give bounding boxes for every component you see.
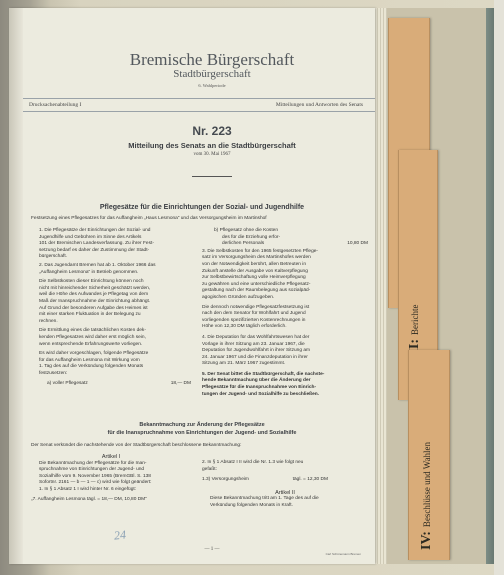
page-number: — 1 —: [204, 547, 220, 552]
register-tab-4[interactable]: [408, 350, 450, 560]
category-label: Mitteilungen und Antworten des Senats: [275, 102, 363, 108]
announcement-intro: Der Senat verkündet die nachstehende von der Stadtbürgerschaft beschlossene Bekanntmachung:: [31, 443, 242, 448]
document-heading: Mitteilung des Senats an die Stadtbürgerschaft: [128, 141, 296, 150]
document-title: Bremische Bürgerschaft: [129, 50, 295, 69]
section-title: Pflegesätze für die Einrichtungen der Sozial- und Jugendhilfe: [99, 204, 305, 211]
rate-row-full: a) voller Pflegesatz 18,— DM: [47, 381, 191, 387]
article-1-item: „7. Auffangheim Lesmona tägl. = 18,— DM, 10,80 DM“: [31, 496, 147, 502]
paragraph-2c: Die Ermittlung eines die tatsächlichen Kosten dek- kenden Pflegesatzes wird daher erst möglich sein, wenn entsprechende Erfahrungswerte vorliegen.: [39, 328, 146, 347]
document-page: [9, 8, 375, 564]
printer-imprint: Carl Schünemann Bremen: [325, 552, 361, 556]
paragraph-4: 4. Die Deputation für das Wohlfahrtswesen hat der Vorlage in ihrer Sitzung am 23. Januar 1967, die Deputation für Jugendwohlfahrt in ihrer Sitzung am 24. Januar 1967 und die Finanzdeputation in ihrer Sitzung am 21. März 1967 zugestimmt.: [202, 334, 310, 367]
page-edges: [375, 8, 387, 564]
paragraph-2d: Es wird daher vorgeschlagen, folgende Pflegesätze für das Auffangheim Lesmona mit Wirkung vom 1. Tag des auf die Verkündung folgenden Monats festzusetzen:: [39, 351, 149, 376]
section-intro: Festsetzung eines Pflegesatzes für das Auffangheim „Haus Lesmona“ und das Versorgungsheim im Martinshof: [31, 216, 267, 221]
header-rule-top: [23, 98, 375, 99]
header-rule-bottom: [23, 111, 375, 112]
article-1-heading: Artikel I: [101, 454, 121, 460]
period-label: 6. Wahlperiode: [198, 83, 226, 88]
department-label: Drucksachenabteilung I: [29, 102, 82, 108]
article-2-heading: Artikel II: [275, 489, 295, 496]
register-tab-4-label: IV:Beschlüsse und Wahlen: [419, 441, 434, 550]
paragraph-2b: Die Selbstkosten dieser Einrichtung können noch nicht mit hinreichender Sicherheit geschätzt werden, weil die Höhe des Aufwandes je Pflegetag von dem Maß der Inanspruchnahme der Einrichtung abhängt. Auf Grund der besonderen Aufgabe des Heimes ist mit einer starken Fluktuation in der Belegung zu rechnen.: [39, 279, 151, 324]
article-1-body: Die Bekanntmachung der Pflegesätze für die Inan- spruchnahme von Einrichtungen der Jugend- und Sozialhilfe vom 9. November 1965 (BremGBl. S. 138 Sofortnr. 2161 — b — 1 — c) wird wie folgt geändert: 1. In § 1 Absatz 1 I wird hinter Nr. 6 eingefügt:: [39, 460, 152, 492]
rate-b: b) Pflegesatz ohne die Kosten des für die Erziehung erfor- derlichen Personals 10,80 DM: [214, 228, 368, 247]
versorgung-row: 1.3) Versorgungsheim tägl. = 12,30 DM: [202, 477, 328, 483]
paragraph-5: 5. Der Senat bittet die Stadtbürgerschaft, die nachste- hende Bekanntmachung über die Änderung der Pflegesätze für die Inanspruchnahme von Einrich- tungen der Jugend- und Sozialhilfe zu beschließen.: [202, 371, 325, 397]
announcement-title: Bekanntmachung zur Änderung der Pflegesätze für die Inanspruchnahme von Einrichtungen der Jugend- und Sozialhilfe: [107, 422, 297, 436]
paragraph-1: 1. Die Pflegesätze der Einrichtungen der Sozial- und Jugendhilfe und Gebühren im Sinne des Artikels 101 der Bremischen Landesverfassung. Zu ihrer Fest- setzung bedarf es daher der Zustimmung der Stadt- bürgerschaft.: [39, 228, 154, 260]
title-divider: [192, 176, 232, 177]
paragraph-3: 3. Die Selbstkosten für den 1965 festgesetzten Pflege- satz im Versorgungsheim des Martinshofes werden von der Notwendigkeit berührt, allen Betreuten in Zukunft anstelle der Ausgabe von Kaltverpflegung zur Selbstbewirtschaftung volle Heimverpflegung zu gewähren und eine unterschiedliche Pflegesatz- gestaltung nach der Raumbelegung aus sozialpäd- agogischen Gründen aufzugeben. Die dennoch notwendige Pflegesatzfestsetzung ist nach den dem Senator für Wohlfahrt und Jugend vorliegenden spezifizierten Kostenrechnungen in Höhe von 12,30 DM täglich erforderlich.: [202, 248, 318, 330]
page-gutter: [9, 8, 23, 564]
left-column: [31, 228, 191, 388]
document-subtitle: Stadtbürgerschaft: [173, 68, 251, 80]
document-number: Nr. 223: [192, 124, 232, 138]
right-margin-strip: [494, 0, 504, 575]
article-1-right: 2. In § 1 Absatz I II wird die Nr. 1.3 wie folgt neu gefaßt: 1.3) Versorgungsheim tägl. = 12,30 DM Artikel II Diese Bekanntmachung tritt am 1. Tage des auf die Verkündung folgenden Monats in Kraft.: [202, 454, 368, 510]
register-tab-3-label: Berichte: [410, 304, 420, 335]
document-date: vom 30. Mai 1967: [193, 152, 231, 157]
article-1-left: [31, 454, 191, 503]
right-column: [202, 228, 368, 398]
paragraph-2: 2. Das Jugendamt Bremen hat ab 1. Oktober 1966 das „Auffangheim Lesmona“ in Betrieb genommen.: [39, 262, 156, 275]
handwritten-note: 24: [113, 527, 127, 543]
article-2-body: Diese Bekanntmachung tritt am 1. Tage des auf die Verkündung folgenden Monats in Kraft.: [210, 496, 319, 508]
